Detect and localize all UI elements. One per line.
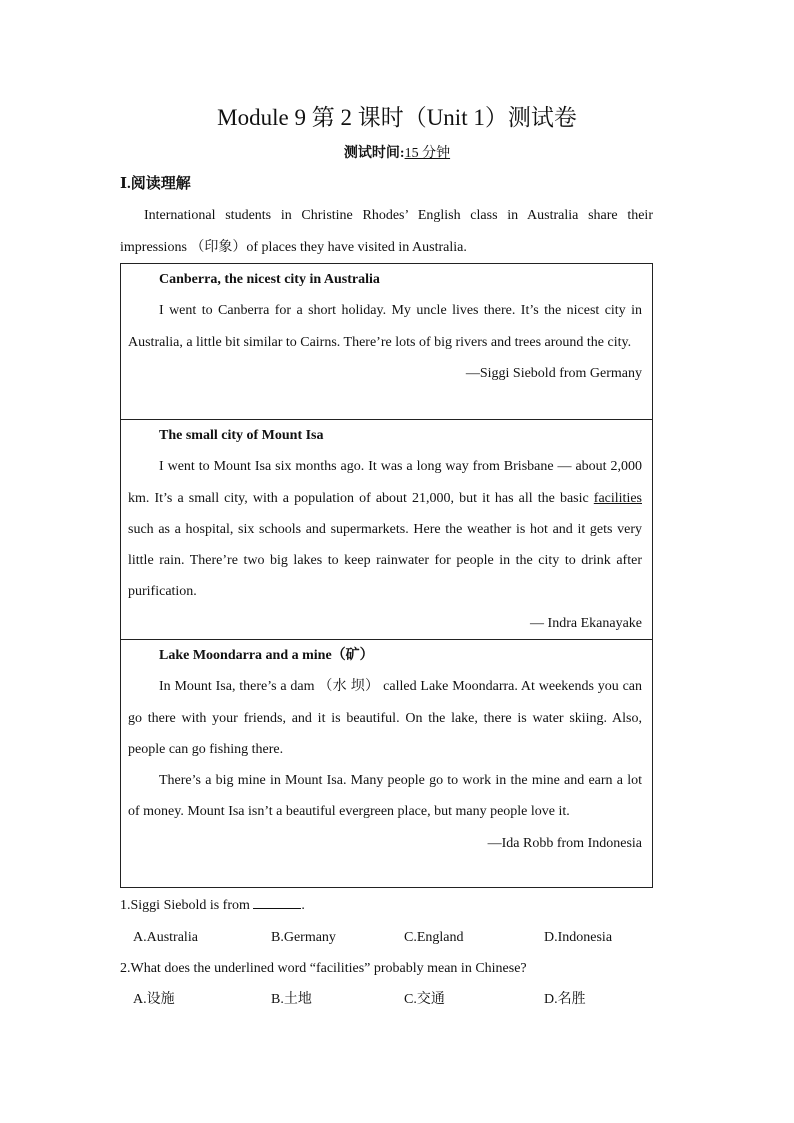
test-time xyxy=(0,143,794,165)
passage-paragraph: There’s a big mine in Mount Isa. Many people go to work in the mine and earn a lot of money. Mount Isa isn’t a beautiful evergreen place, but many people love it. xyxy=(128,773,642,820)
text-run: such as a hospital, six schools and supermarkets. Here the weather is hot and it gets very little rain. There’re two big lakes to keep rainwater for people in the city to drink after purification. xyxy=(128,521,642,600)
test-time-label: 测试时间: xyxy=(343,146,405,161)
option-d[interactable]: D.名胜 xyxy=(544,992,586,1007)
option-c[interactable]: C.交通 xyxy=(404,992,445,1007)
passage-paragraph xyxy=(128,451,642,607)
passage-title: Canberra, the nicest city in Australia xyxy=(159,272,380,287)
question-stem-end: . xyxy=(301,898,305,913)
passage-cell xyxy=(121,640,652,859)
option-a[interactable]: A.Australia xyxy=(133,930,198,945)
passage-signature: — Indra Ekanayake xyxy=(530,615,642,631)
page-title: Module 9 第 2 课时（Unit 1）测试卷 xyxy=(217,105,577,130)
passage-signature: —Siggi Siebold from Germany xyxy=(465,365,642,381)
passage-paragraph: I went to Canberra for a short holiday. My uncle lives there. It’s the nicest city in Australia, a little bit similar to Cairns. There’re lots of big rivers and trees around the city. xyxy=(128,303,642,350)
option-b[interactable]: B.土地 xyxy=(271,992,312,1007)
question-stem: 1.Siggi Siebold is from xyxy=(120,898,254,913)
passage-cell xyxy=(121,420,652,639)
intro-paragraph: International students in Christine Rhodes’ English class in Australia share their impressions （印象）of places they have visited in Australia. xyxy=(120,208,653,255)
passage-paragraph: In Mount Isa, there’s a dam （水 坝） called Lake Moondarra. At weekends you can go there with your friends, and it is beautiful. On the lake, there is water skiing. Also, people can go fishing there. xyxy=(128,679,642,757)
test-time-value: 15 分钟 xyxy=(404,146,451,161)
option-b[interactable]: B.Germany xyxy=(271,930,336,945)
underlined-word: facilities xyxy=(593,490,642,506)
question-1 xyxy=(120,894,305,918)
text-run: I went to Mount Isa six months ago. It was a long way from Brisbane — about 2,000 km. It’s a small city, with a population of about 21,000, but it has all the basic xyxy=(128,459,642,506)
option-a[interactable]: A.设施 xyxy=(133,992,175,1007)
answer-blank[interactable] xyxy=(253,894,301,909)
option-c[interactable]: C.England xyxy=(404,930,464,945)
section-heading: Ⅰ.阅读理解 xyxy=(120,176,191,192)
passage-box-mount-isa xyxy=(120,420,653,640)
passage-signature: —Ida Robb from Indonesia xyxy=(487,835,642,851)
passage-box-canberra xyxy=(120,263,653,420)
passage-title: The small city of Mount Isa xyxy=(159,428,324,443)
question-2: 2.What does the underlined word “facilities” probably mean in Chinese? xyxy=(120,961,527,976)
passage-cell xyxy=(121,264,652,389)
passage-box-lake-moondarra xyxy=(120,640,653,888)
passage-title: Lake Moondarra and a mine（矿） xyxy=(159,648,374,663)
option-d[interactable]: D.Indonesia xyxy=(544,930,613,945)
